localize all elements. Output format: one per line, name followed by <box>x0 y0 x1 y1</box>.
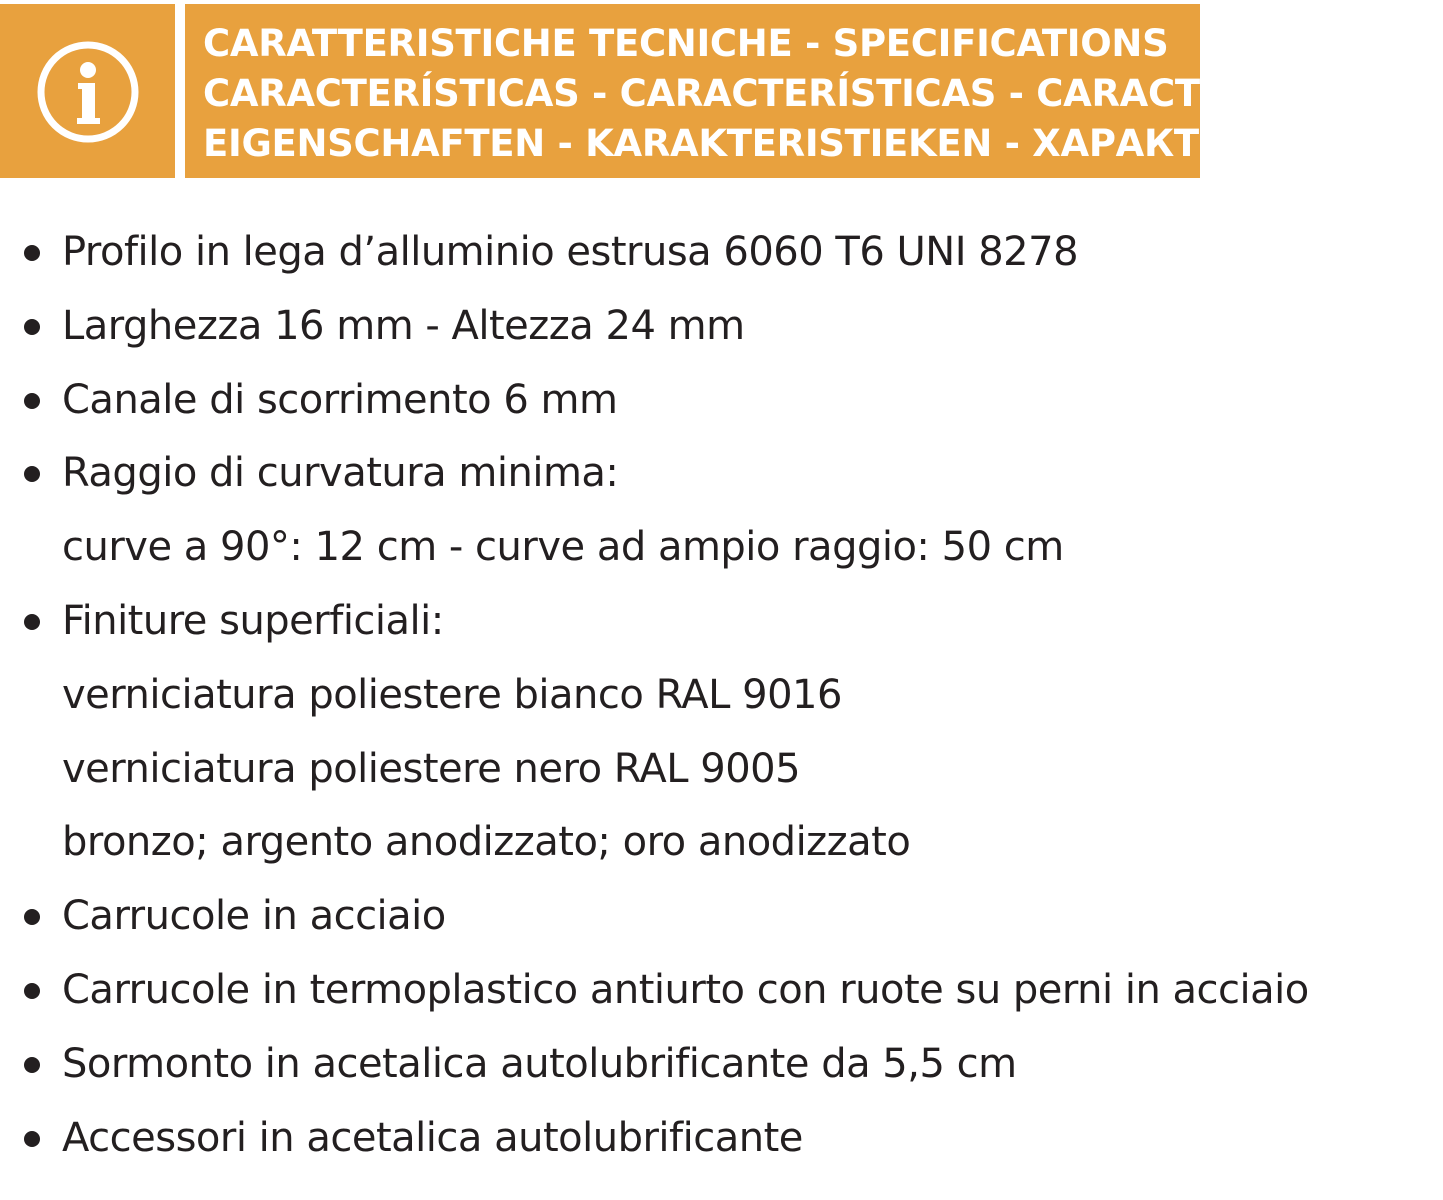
spec-text: verniciatura poliestere bianco RAL 9016 <box>62 671 842 718</box>
info-icon-box <box>0 4 175 178</box>
header-band <box>0 0 1443 180</box>
spec-item-continuation <box>0 510 1200 584</box>
bullet-icon <box>24 466 40 482</box>
title-line-2: CARACTERÍSTICAS - CARACTERÍSTICAS - CARACTÉRISTIQUES <box>203 72 1443 115</box>
spec-text: bronzo; argento anodizzato; oro anodizzato <box>62 819 911 866</box>
spec-item <box>0 436 1200 510</box>
bullet-icon <box>24 245 40 261</box>
spec-text: verniciatura poliestere nero RAL 9005 <box>62 745 801 792</box>
spec-text: Raggio di curvatura minima: <box>62 450 619 497</box>
spec-item <box>0 953 1309 1027</box>
spec-item <box>0 584 1200 658</box>
spec-text: Carrucole in acciaio <box>62 893 446 940</box>
title-box <box>185 4 1443 178</box>
spec-item-continuation <box>0 658 1200 732</box>
spec-text: Carrucole in termoplastico antiurto con ruote su perni in acciaio <box>62 967 1309 1013</box>
spec-text: Finiture superficiali: <box>62 598 444 644</box>
info-icon <box>0 4 175 178</box>
spec-text: Larghezza 16 mm - Altezza 24 mm <box>62 302 745 349</box>
spec-list <box>0 215 1309 1200</box>
spec-item <box>0 879 1200 953</box>
title-line-3: EIGENSCHAFTEN - KARAKTERISTIEKEN - ХАРАКТЕРИСТИКИ <box>203 122 1425 165</box>
spec-item <box>0 215 1200 289</box>
spec-item-continuation <box>0 732 1200 806</box>
spec-item <box>0 363 1200 437</box>
bullet-icon <box>24 319 40 335</box>
spec-item-continuation <box>0 805 1200 879</box>
spec-item <box>0 1027 1200 1101</box>
spec-text: curve a 90°: 12 cm - curve ad ampio raggio: 50 cm <box>62 524 1064 571</box>
spec-text: Profilo in lega d’alluminio estrusa 6060 T6 UNI 8278 <box>62 229 1079 275</box>
spec-text: Canale di scorrimento 6 mm <box>62 376 618 423</box>
title-line-1: CARATTERISTICHE TECNICHE - SPECIFICATIONS <box>203 22 1169 65</box>
spec-text: Accessori in acetalica autolubrificante <box>62 1114 803 1161</box>
bullet-icon <box>24 614 40 630</box>
bullet-icon <box>24 909 40 925</box>
bullet-icon <box>24 1131 40 1147</box>
bullet-icon <box>24 393 40 409</box>
bullet-icon <box>24 983 40 999</box>
spec-item <box>0 1101 1200 1175</box>
bullet-icon <box>24 1057 40 1073</box>
spec-text: Sormonto in acetalica autolubrificante da 5,5 cm <box>62 1040 1017 1087</box>
spec-item <box>0 289 1200 363</box>
